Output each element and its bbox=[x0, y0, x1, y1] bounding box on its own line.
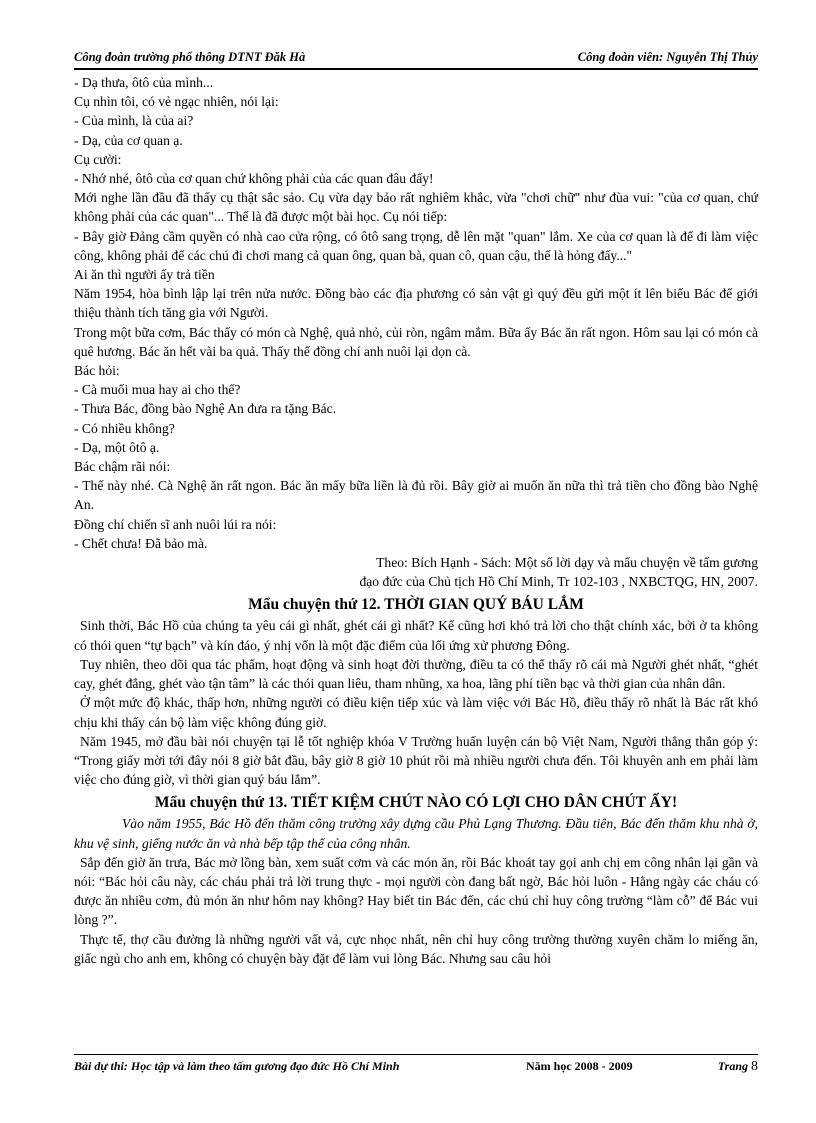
line: - Cà muối mua hay ai cho thế? bbox=[74, 382, 241, 398]
line: - Của mình, là của ai? bbox=[74, 113, 194, 129]
line: - Nhớ nhé, ôtô của cơ quan chứ không phải của các quan đâu đấy! bbox=[74, 171, 434, 187]
line: Cụ nhìn tôi, có vẻ ngạc nhiên, nói lại: bbox=[74, 94, 279, 110]
line: - Có nhiều không? bbox=[74, 420, 175, 436]
header-rule bbox=[74, 68, 758, 70]
line: - Dạ, một ôtô ạ. bbox=[74, 439, 160, 455]
line: - Chết chưa! Đã bảo mà. bbox=[74, 535, 208, 551]
story-12-paragraph: Sinh thời, Bác Hồ của chúng ta yêu cái gì nhất, ghét cái gì nhất? Kể cũng hơi khó trả lời cho thật chính xác, bởi ở ta không có thói quen “tự bạch” và kín đáo, ý nhị vốn là một đặc điểm của lối ứng xử phương Đông. bbox=[74, 618, 758, 653]
page-label: Trang bbox=[717, 1059, 748, 1073]
footer-school-year: Năm học 2008 - 2009 bbox=[526, 1059, 633, 1073]
footer-rule bbox=[74, 1054, 758, 1055]
story-12-title: Mẩu chuyện thứ 12. THỜI GIAN QUÝ BÁU LẮM bbox=[248, 596, 584, 614]
line: Trong một bữa cơm, Bác thấy có món cà Nghệ, quả nhỏ, củi ròn, ngâm mắm. Bữa ấy Bác ăn rất ngon. Hôm sau lại có món cà quê hương. Bác ăn hết vài ba quả. Thấy thế đồng chí anh nuôi lại dọn cà. bbox=[74, 324, 758, 359]
story-12-paragraph: Năm 1945, mở đầu bài nói chuyện tại lễ tốt nghiệp khóa V Trường huấn luyện cán bộ Việt Nam, Người thẳng thắn góp ý: “Trong giấy mời tới đây nói 8 giờ bắt đầu, bây giờ 8 giờ 10 phút rồi mà nhiều người chưa đến. Tôi khuyên anh em phải làm việc cho đúng giờ, vì thời gian quý báu lắm”. bbox=[74, 733, 758, 788]
footer-contest: Bài dự thi: Học tập và làm theo tấm gương đạo đức Hồ Chí Minh bbox=[74, 1059, 400, 1073]
line: Bác chậm rãi nói: bbox=[74, 459, 171, 475]
citation-line-2: đạo đức của Chủ tịch Hồ Chí Minh, Tr 102-103 , NXBCTQG, HN, 2007. bbox=[359, 574, 758, 590]
line: - Dạ thưa, ôtô của mình... bbox=[74, 75, 214, 90]
document-body bbox=[74, 73, 758, 968]
line: Bác hỏi: bbox=[74, 363, 120, 379]
document-page bbox=[74, 50, 758, 968]
line: - Dạ, của cơ quan ạ. bbox=[74, 132, 183, 148]
subheading: Ai ăn thì người ấy trả tiền bbox=[74, 267, 215, 283]
footer-page bbox=[676, 1059, 758, 1075]
header-member: Công đoàn viên: Nguyễn Thị Thủy bbox=[577, 50, 758, 64]
line: Mới nghe lần đầu đã thấy cụ thật sắc sảo. Cụ vừa dạy bảo rất nghiêm khắc, vừa "chơi chữ" như đùa vui: "của cơ quan, chứ không phải của các quan"... Thế là đã được một bài học. Cụ nói tiếp: bbox=[74, 190, 758, 225]
line: - Thế này nhé. Cà Nghệ ăn rất ngon. Bác ăn mấy bữa liền là đủ rồi. Bây giờ ai muốn ăn nữa thì trả tiền cho đồng bào Nghệ An. bbox=[74, 478, 758, 513]
story-13-title: Mẩu chuyện thứ 13. TIẾT KIỆM CHÚT NÀO CÓ LỢI CHO DÂN CHÚT ẤY! bbox=[154, 794, 678, 812]
header-union: Công đoàn trường phổ thông DTNT Đăk Hà bbox=[74, 50, 306, 64]
line: Năm 1954, hòa bình lập lại trên nửa nước. Đồng bào các địa phương có sản vật gì quý đều gửi một ít lên biếu Bác để giới thiệu thành tích tăng gia với Người. bbox=[74, 286, 758, 321]
line: Đồng chí chiến sĩ anh nuôi lúi ra nói: bbox=[74, 516, 277, 532]
story-12-paragraph: Tuy nhiên, theo dõi qua tác phẩm, hoạt động và sinh hoạt đời thường, điều ta có thể thấy rõ cái mà Người ghét nhất, “ghét cay, ghét đắng, ghét vào tận tâm” là các thói quan liêu, tham nhũng, xa hoa, lãng phí tiền bạc và thời gian của nhân dân. bbox=[74, 656, 758, 692]
line: Cụ cười: bbox=[74, 151, 122, 167]
page-number: 8 bbox=[751, 1059, 758, 1074]
page-footer bbox=[74, 1052, 758, 1075]
line: - Thưa Bác, đồng bào Nghệ An đưa ra tặng Bác. bbox=[74, 401, 337, 417]
story-12-paragraph: Ở một mức độ khác, thấp hơn, những người có điều kiện tiếp xúc và làm việc với Bác Hồ, điều thấy rõ nhất là Bác rất khó chịu khi thấy cán bộ làm việc không đúng giờ. bbox=[74, 695, 758, 730]
page-header bbox=[74, 50, 758, 67]
citation-line-1: Theo: Bích Hạnh - Sách: Một số lời dạy và mẩu chuyện về tấm gương bbox=[376, 555, 758, 571]
line: - Bây giờ Đảng cầm quyền có nhà cao cửa rộng, có ôtô sang trọng, dễ lên mặt "quan" lắm. Xe của cơ quan là để đi làm việc công, không phải để các chú đi chơi mang cả quan ông, quan bà, quan cô, quan cậu, thế là hỏng đấy..." bbox=[74, 228, 758, 263]
story-13-paragraph: Sắp đến giờ ăn trưa, Bác mở lồng bàn, xem suất cơm và các món ăn, rồi Bác khoát tay gọi anh chị em công nhân lại gần và nói: “Bác hỏi câu này, các cháu phải trả lời trung thực - mọi người còn đang bất ngờ, Bác hỏi luôn - Hằng ngày các cháu có được ăn nhiều cơm, đủ món ăn như hôm nay không? Hay biết tin Bác đến, các chú chỉ huy công trường “làm cỗ” để Bác vui lòng ?”. bbox=[74, 854, 758, 928]
story-13-paragraph: Thực tế, thợ cầu đường là những người vất vả, cực nhọc nhất, nên chỉ huy công trường thường xuyên chăm lo miếng ăn, giấc ngủ cho anh em, không có chuyện bày đặt để làm vui lòng Bác. Nhưng sau câu hỏi bbox=[74, 931, 758, 966]
story-13-intro: Vào năm 1955, Bác Hồ đến thăm công trường xây dựng cầu Phủ Lạng Thương. Đầu tiên, Bác đến thăm khu nhà ở, khu vệ sinh, giếng nước ăn và nhà bếp tập thể của công nhân. bbox=[74, 816, 758, 851]
